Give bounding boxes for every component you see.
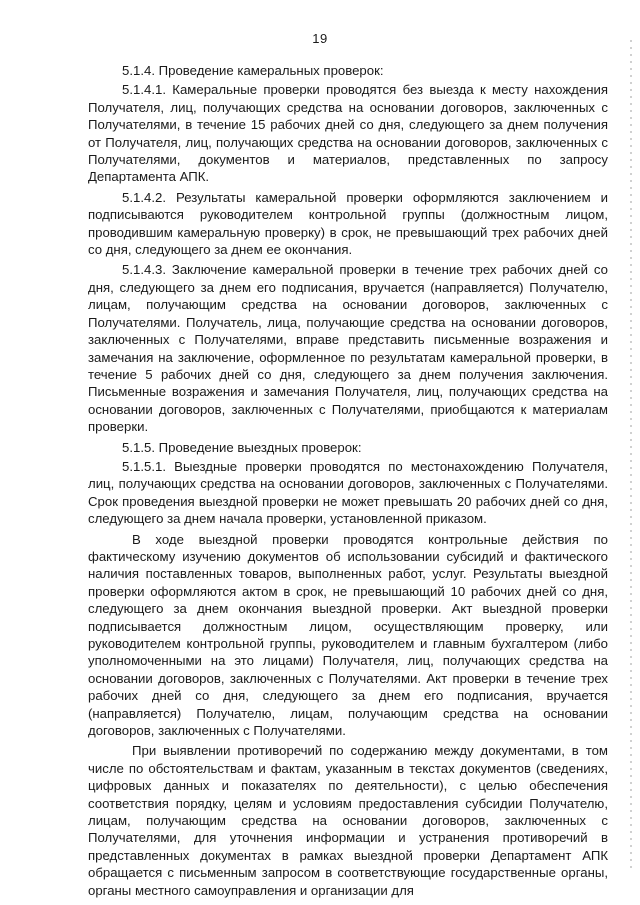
paragraph-5-1-4-1: 5.1.4.1. Камеральные проверки проводятся без выезда к месту нахождения Получателя, лиц, получающих средства на основании договоров, заключенных с Получателями, в течение 15 рабочих дней со дня, следующего за днем получения от Получателя, лиц, получающих средства на основании договоров, заключенных с Получателями, документов и материалов, представленных по запросу Департамента АПК. [88,82,608,185]
paragraph-5-1-5-1: 5.1.5.1. Выездные проверки проводятся по местонахождению Получателя, лиц, получающих средства на основании договоров, заключенных с Получателями. Срок проведения выездной проверки не может превышать 20 рабочих дней со дня, следующего за днем начала проверки, установленной приказом. [88,458,608,527]
section-heading-5-1-4: 5.1.4. Проведение камеральных проверок: [122,63,384,78]
page-number: 19 [312,31,328,46]
document-body [88,62,608,902]
section-heading-5-1-5: 5.1.5. Проведение выездных проверок: [122,439,362,455]
paragraph-field-audit-actions: В ходе выездной проверки проводятся контрольные действия по фактическому изучению документов об использовании субсидий и фактического наличия поставленных товаров, выполненных работ, услуг. Результаты выездной проверки оформляются актом в срок, не превышающий 10 рабочих дней со дня, следующего за днем окончания выездной проверки. Акт выездной проверки подписывается должностным лицом, осуществляющим проверку, или руководителем контрольной группы, руководителем и главным бухгалтером (либо уполномоченными на это лицами) Получателя, лиц, получающих средства на основании договоров, заключенных с Получателями. Акт проверки в течение трех рабочих дней со дня, следующего за днем его подписания, вручается (направляется) Получателю, лицам, получающим средства на основании договоров, заключенных с Получателями. [88,531,608,739]
paragraph-5-1-4-2: 5.1.4.2. Результаты камеральной проверки оформляются заключением и подписываются руководителем контрольной группы (должностным лицом, проводившим камеральную проверку) в срок, не превышающий трех рабочих дней со дня, следующего за днем ее окончания. [88,189,608,258]
paragraph-contradictions: При выявлении противоречий по содержанию между документами, в том числе по обстоятельствам и фактам, указанным в текстах документов (сведениях, цифровых данных и показателях по деятельности), с целью обеспечения соответствия порядку, целям и условиям предоставления субсидии Получателю, лицам, получающим средства на основании договоров, заключенных с Получателями, для уточнения информации и устранения противоречий в представленных документах в рамках выездной проверки Департамент АПК обращается с письменным запросом в соответствующие государственные органы, органы местного самоуправления и организации для [88,743,608,898]
paragraph-5-1-4-3: 5.1.4.3. Заключение камеральной проверки в течение трех рабочих дней со дня, следующего за днем его подписания, вручается (направляется) Получателю, лицам, получающим средства на основании договоров, заключенных с Получателями. Получатель, лица, получающие средства на основании договоров, заключенных с Получателями, вправе представить письменные возражения и замечания на заключение, оформленное по результатам камеральной проверки, в течение 5 рабочих дней со дня, следующего за днем получения заключения. Письменные возражения и замечания Получателя, лиц, получающих средства на основании договоров, заключенных с Получателями, приобщаются к материалам проверки. [88,262,608,435]
scan-edge-artifact [630,40,632,870]
